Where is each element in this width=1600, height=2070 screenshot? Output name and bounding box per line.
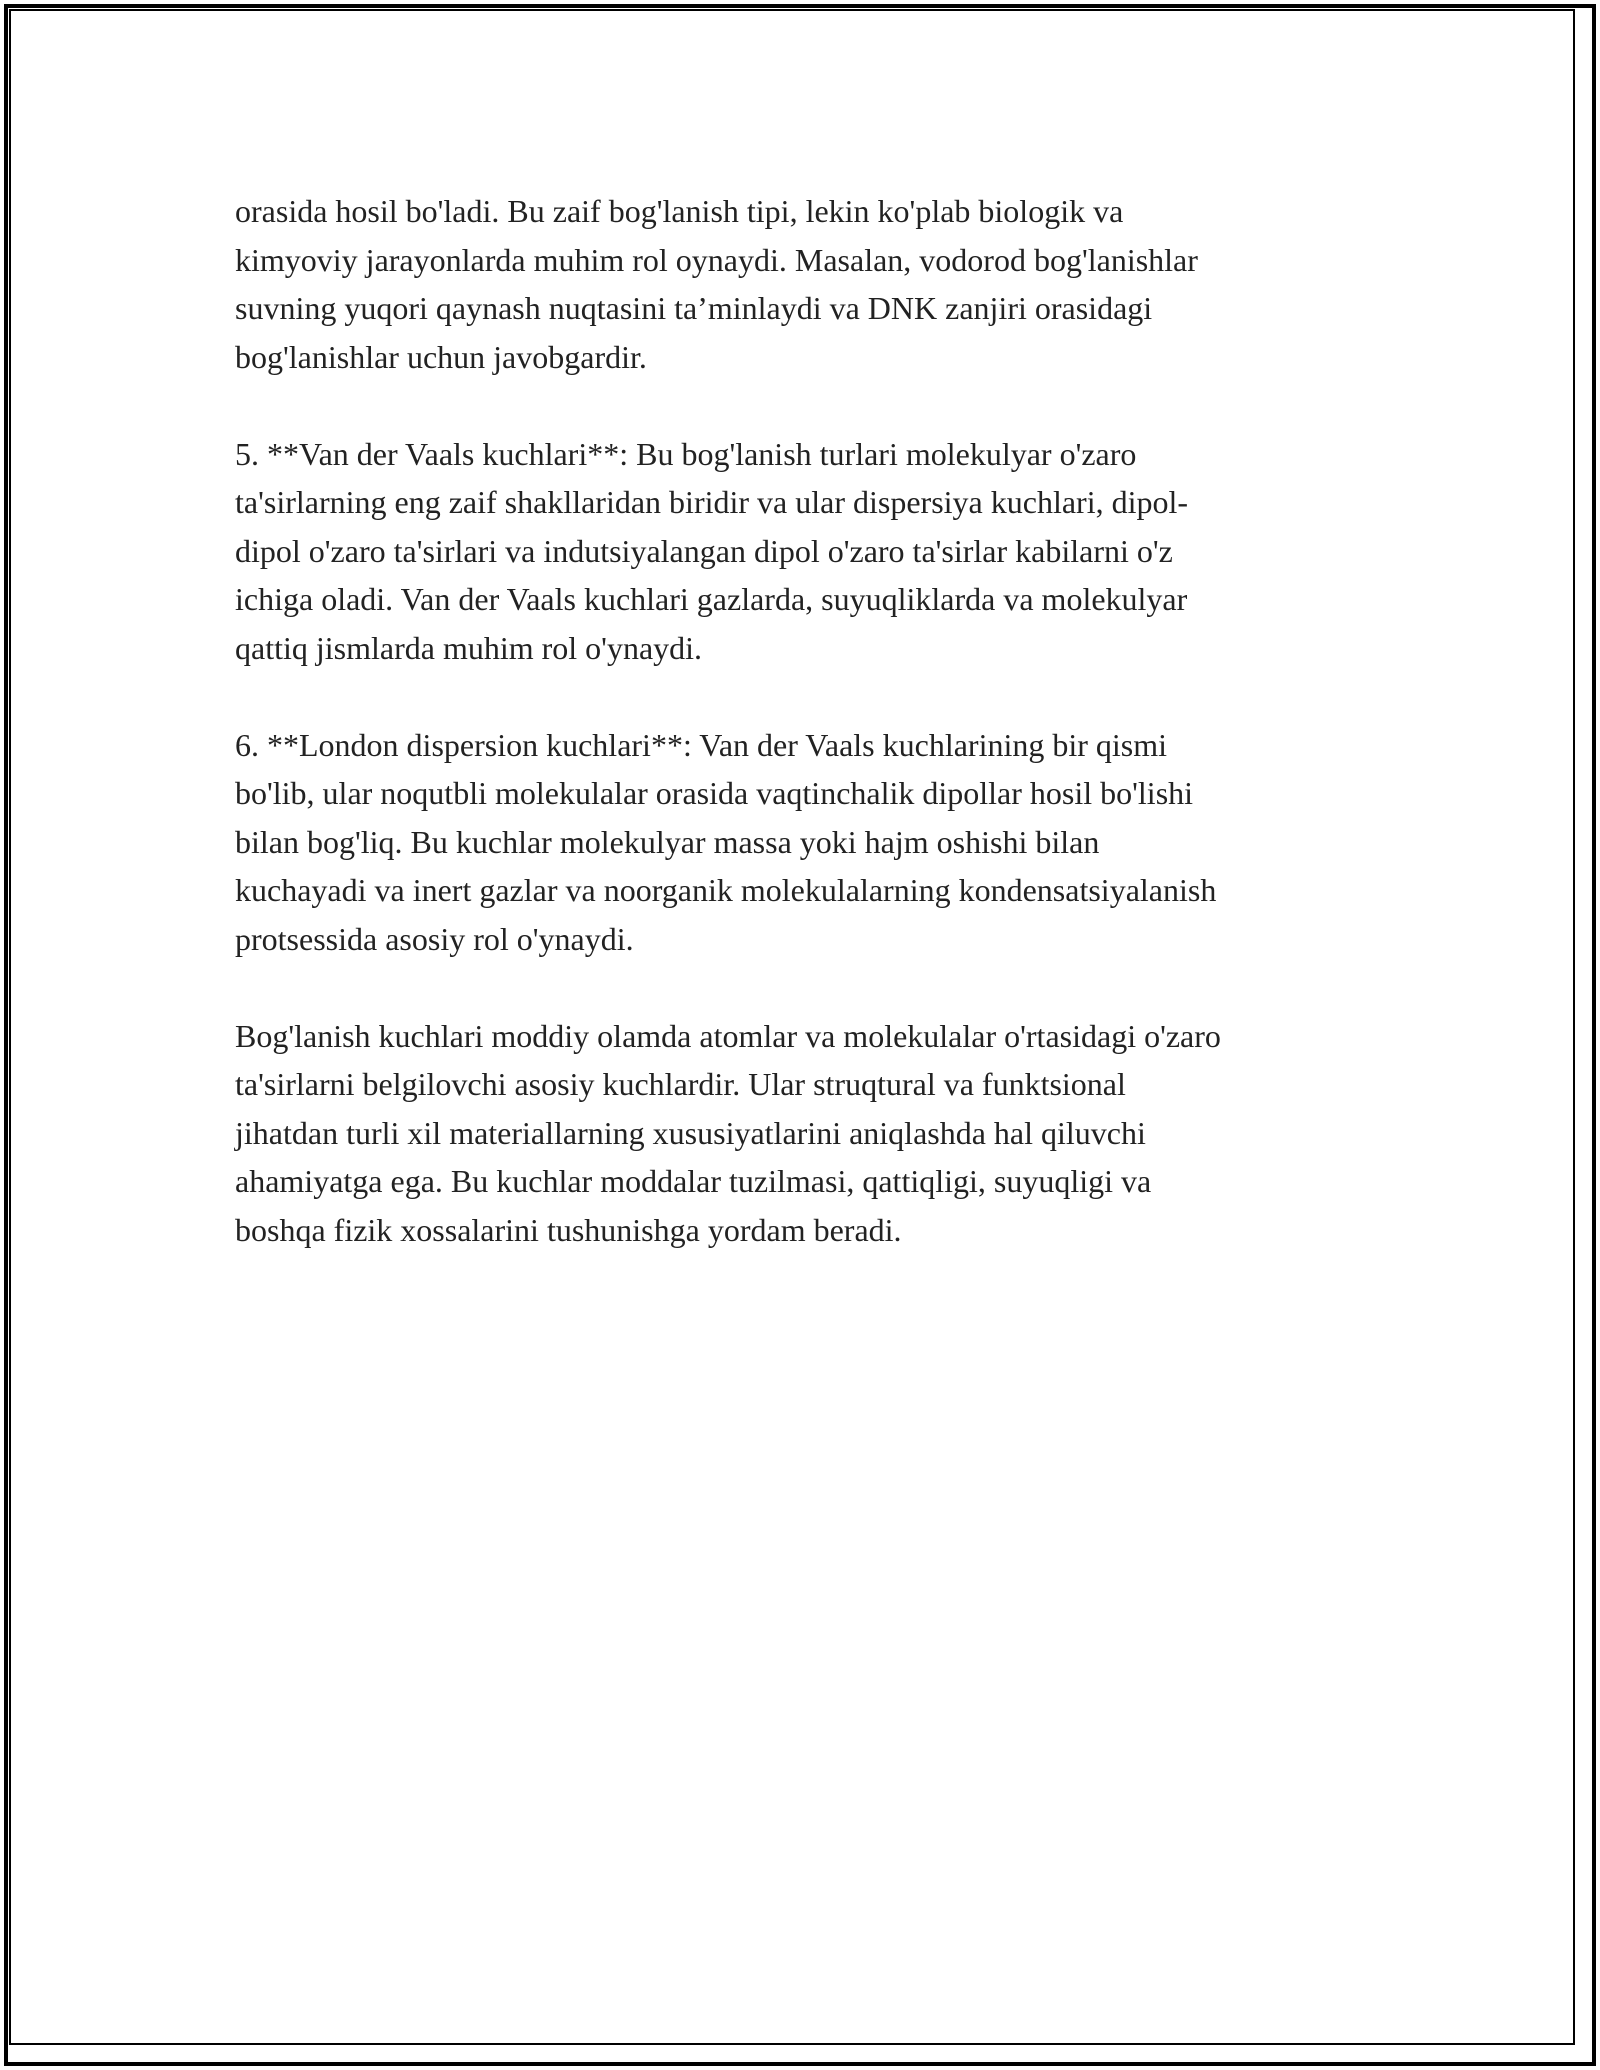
paragraph-hydrogen-bond-continued: orasida hosil bo'ladi. Bu zaif bog'lanish tipi, lekin ko'plab biologik va kimyoviy jarayonlarda muhim rol oynaydi. Masalan, vodorod bog'lanishlar suvning yuqori qaynash nuqtasini ta’minlaydi va DNK zanjiri orasidagi bog'lanishlar uchun javobgardir. [235,193,1198,375]
paragraph-van-der-waals: 5. **Van der Vaals kuchlari**: Bu bog'lanish turlari molekulyar o'zaro ta'sirlarning eng zaif shakllaridan biridir va ular dispersiya kuchlari, dipol- dipol o'zaro ta'sirlari va indutsiyalangan dipol o'zaro ta'sirlar kabilarni o'z ichiga oladi. Van der Vaals kuchlari gazlarda, suyuqliklarda va molekulyar qattiq jismlarda muhim rol o'ynaydi. [235,435,1189,666]
paragraph-london-dispersion: 6. **London dispersion kuchlari**: Van der Vaals kuchlarining bir qismi bo'lib, ular noqutbli molekulalar orasida vaqtinchalik dipollar hosil bo'lishi bilan bog'liq. Bu kuchlar molekulyar massa yoki hajm oshishi bilan kuchayadi va inert gazlar va noorganik molekulalarning kondensatsiyalanish protsessida asosiy rol o'ynaydi. [235,726,1217,957]
document-body [235,187,1375,1303]
paragraph-conclusion: Bog'lanish kuchlari moddiy olamda atomlar va molekulalar o'rtasidagi o'zaro ta'sirlarni belgilovchi asosiy kuchlardir. Ular struqtural va funktsional jihatdan turli xil materiallarning xususiyatlarini aniqlashda hal qiluvchi ahamiyatga ega. Bu kuchlar moddalar tuzilmasi, qattiqligi, suyuqligi va boshqa fizik xossalarini tushunishga yordam beradi. [235,1017,1221,1248]
